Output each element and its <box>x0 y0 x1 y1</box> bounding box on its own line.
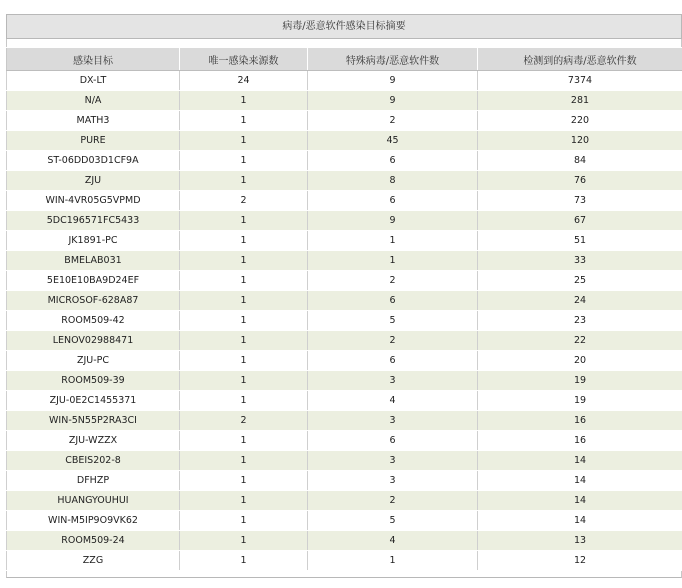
cell-unique-sources: 1 <box>180 551 308 571</box>
cell-unique-sources: 1 <box>180 291 308 311</box>
cell-detected-malware: 120 <box>478 131 682 151</box>
cell-unique-sources: 1 <box>180 331 308 351</box>
cell-unique-sources: 1 <box>180 371 308 391</box>
table-row <box>7 291 682 311</box>
cell-detected-malware: 51 <box>478 231 682 251</box>
table-row <box>7 231 682 251</box>
cell-special-malware: 4 <box>308 531 478 551</box>
table-row <box>7 351 682 371</box>
table-row <box>7 131 682 151</box>
cell-special-malware: 9 <box>308 91 478 111</box>
table-bottom-border <box>6 571 682 578</box>
table-row <box>7 71 682 91</box>
cell-unique-sources: 1 <box>180 351 308 371</box>
cell-unique-sources: 1 <box>180 491 308 511</box>
cell-target: ZJU-WZZX <box>7 431 180 451</box>
cell-target: ZJU-0E2C1455371 <box>7 391 180 411</box>
cell-special-malware: 1 <box>308 231 478 251</box>
table-row <box>7 191 682 211</box>
cell-target: CBEIS202-8 <box>7 451 180 471</box>
cell-target: 5E10E10BA9D24EF <box>7 271 180 291</box>
cell-target: DX-LT <box>7 71 180 91</box>
table-row <box>7 171 682 191</box>
cell-detected-malware: 281 <box>478 91 682 111</box>
cell-special-malware: 3 <box>308 471 478 491</box>
table-row <box>7 211 682 231</box>
cell-special-malware: 9 <box>308 211 478 231</box>
cell-special-malware: 45 <box>308 131 478 151</box>
column-header-target: 感染目标 <box>7 48 180 71</box>
cell-target: ROOM509-24 <box>7 531 180 551</box>
cell-unique-sources: 1 <box>180 251 308 271</box>
cell-unique-sources: 2 <box>180 411 308 431</box>
cell-special-malware: 8 <box>308 171 478 191</box>
cell-target: HUANGYOUHUI <box>7 491 180 511</box>
cell-detected-malware: 20 <box>478 351 682 371</box>
cell-detected-malware: 33 <box>478 251 682 271</box>
cell-unique-sources: 1 <box>180 451 308 471</box>
cell-special-malware: 2 <box>308 331 478 351</box>
cell-special-malware: 6 <box>308 191 478 211</box>
table-row <box>7 471 682 491</box>
cell-target: DFHZP <box>7 471 180 491</box>
cell-detected-malware: 25 <box>478 271 682 291</box>
cell-detected-malware: 14 <box>478 511 682 531</box>
cell-target: 5DC196571FC5433 <box>7 211 180 231</box>
cell-detected-malware: 13 <box>478 531 682 551</box>
cell-target: WIN-4VR05G5VPMD <box>7 191 180 211</box>
cell-special-malware: 3 <box>308 411 478 431</box>
cell-special-malware: 3 <box>308 371 478 391</box>
cell-special-malware: 6 <box>308 431 478 451</box>
cell-target: PURE <box>7 131 180 151</box>
cell-unique-sources: 1 <box>180 231 308 251</box>
cell-unique-sources: 2 <box>180 191 308 211</box>
cell-special-malware: 5 <box>308 311 478 331</box>
cell-unique-sources: 1 <box>180 511 308 531</box>
cell-unique-sources: 1 <box>180 391 308 411</box>
cell-unique-sources: 1 <box>180 211 308 231</box>
cell-target: WIN-5N55P2RA3CI <box>7 411 180 431</box>
infection-target-report <box>6 14 682 578</box>
column-header-detected-malware: 检测到的病毒/恶意软件数 <box>478 48 682 71</box>
cell-detected-malware: 22 <box>478 331 682 351</box>
cell-unique-sources: 1 <box>180 531 308 551</box>
cell-target: MATH3 <box>7 111 180 131</box>
cell-detected-malware: 14 <box>478 491 682 511</box>
title-spacer <box>6 39 682 47</box>
cell-unique-sources: 1 <box>180 431 308 451</box>
table-row <box>7 531 682 551</box>
table-body <box>7 71 682 571</box>
cell-target: MICROSOF-628A87 <box>7 291 180 311</box>
table-row <box>7 451 682 471</box>
cell-target: ST-06DD03D1CF9A <box>7 151 180 171</box>
table-row <box>7 551 682 571</box>
cell-detected-malware: 84 <box>478 151 682 171</box>
cell-detected-malware: 16 <box>478 431 682 451</box>
cell-detected-malware: 7374 <box>478 71 682 91</box>
cell-detected-malware: 23 <box>478 311 682 331</box>
table-row <box>7 91 682 111</box>
cell-unique-sources: 1 <box>180 151 308 171</box>
cell-target: BMELAB031 <box>7 251 180 271</box>
cell-special-malware: 6 <box>308 351 478 371</box>
cell-target: WIN-M5IP9O9VK62 <box>7 511 180 531</box>
table-row <box>7 331 682 351</box>
cell-unique-sources: 1 <box>180 91 308 111</box>
cell-special-malware: 2 <box>308 111 478 131</box>
cell-unique-sources: 1 <box>180 311 308 331</box>
cell-special-malware: 3 <box>308 451 478 471</box>
cell-special-malware: 9 <box>308 71 478 91</box>
cell-target: ZZG <box>7 551 180 571</box>
column-header-special-malware: 特殊病毒/恶意软件数 <box>308 48 478 71</box>
cell-special-malware: 1 <box>308 551 478 571</box>
table-row <box>7 371 682 391</box>
table-row <box>7 311 682 331</box>
cell-target: JK1891-PC <box>7 231 180 251</box>
cell-detected-malware: 76 <box>478 171 682 191</box>
cell-detected-malware: 12 <box>478 551 682 571</box>
column-header-unique-sources: 唯一感染来源数 <box>180 48 308 71</box>
cell-target: ZJU-PC <box>7 351 180 371</box>
cell-unique-sources: 1 <box>180 471 308 491</box>
cell-detected-malware: 24 <box>478 291 682 311</box>
table-row <box>7 491 682 511</box>
cell-unique-sources: 1 <box>180 111 308 131</box>
cell-detected-malware: 19 <box>478 371 682 391</box>
cell-special-malware: 1 <box>308 251 478 271</box>
cell-unique-sources: 1 <box>180 131 308 151</box>
cell-target: LENOV02988471 <box>7 331 180 351</box>
table-row <box>7 111 682 131</box>
cell-unique-sources: 1 <box>180 271 308 291</box>
cell-detected-malware: 220 <box>478 111 682 131</box>
cell-detected-malware: 14 <box>478 471 682 491</box>
cell-detected-malware: 67 <box>478 211 682 231</box>
cell-target: ROOM509-42 <box>7 311 180 331</box>
table-header-row <box>7 48 682 71</box>
cell-special-malware: 6 <box>308 151 478 171</box>
table-row <box>7 391 682 411</box>
cell-detected-malware: 19 <box>478 391 682 411</box>
cell-special-malware: 4 <box>308 391 478 411</box>
cell-detected-malware: 73 <box>478 191 682 211</box>
cell-detected-malware: 16 <box>478 411 682 431</box>
table-row <box>7 271 682 291</box>
cell-target: N/A <box>7 91 180 111</box>
cell-detected-malware: 14 <box>478 451 682 471</box>
cell-special-malware: 2 <box>308 491 478 511</box>
report-title: 病毒/恶意软件感染目标摘要 <box>6 14 682 39</box>
cell-target: ROOM509-39 <box>7 371 180 391</box>
cell-special-malware: 2 <box>308 271 478 291</box>
table-row <box>7 251 682 271</box>
cell-special-malware: 5 <box>308 511 478 531</box>
cell-unique-sources: 24 <box>180 71 308 91</box>
table-row <box>7 151 682 171</box>
table-row <box>7 431 682 451</box>
cell-special-malware: 6 <box>308 291 478 311</box>
table-row <box>7 511 682 531</box>
cell-target: ZJU <box>7 171 180 191</box>
cell-unique-sources: 1 <box>180 171 308 191</box>
infection-target-table <box>6 47 682 571</box>
table-row <box>7 411 682 431</box>
